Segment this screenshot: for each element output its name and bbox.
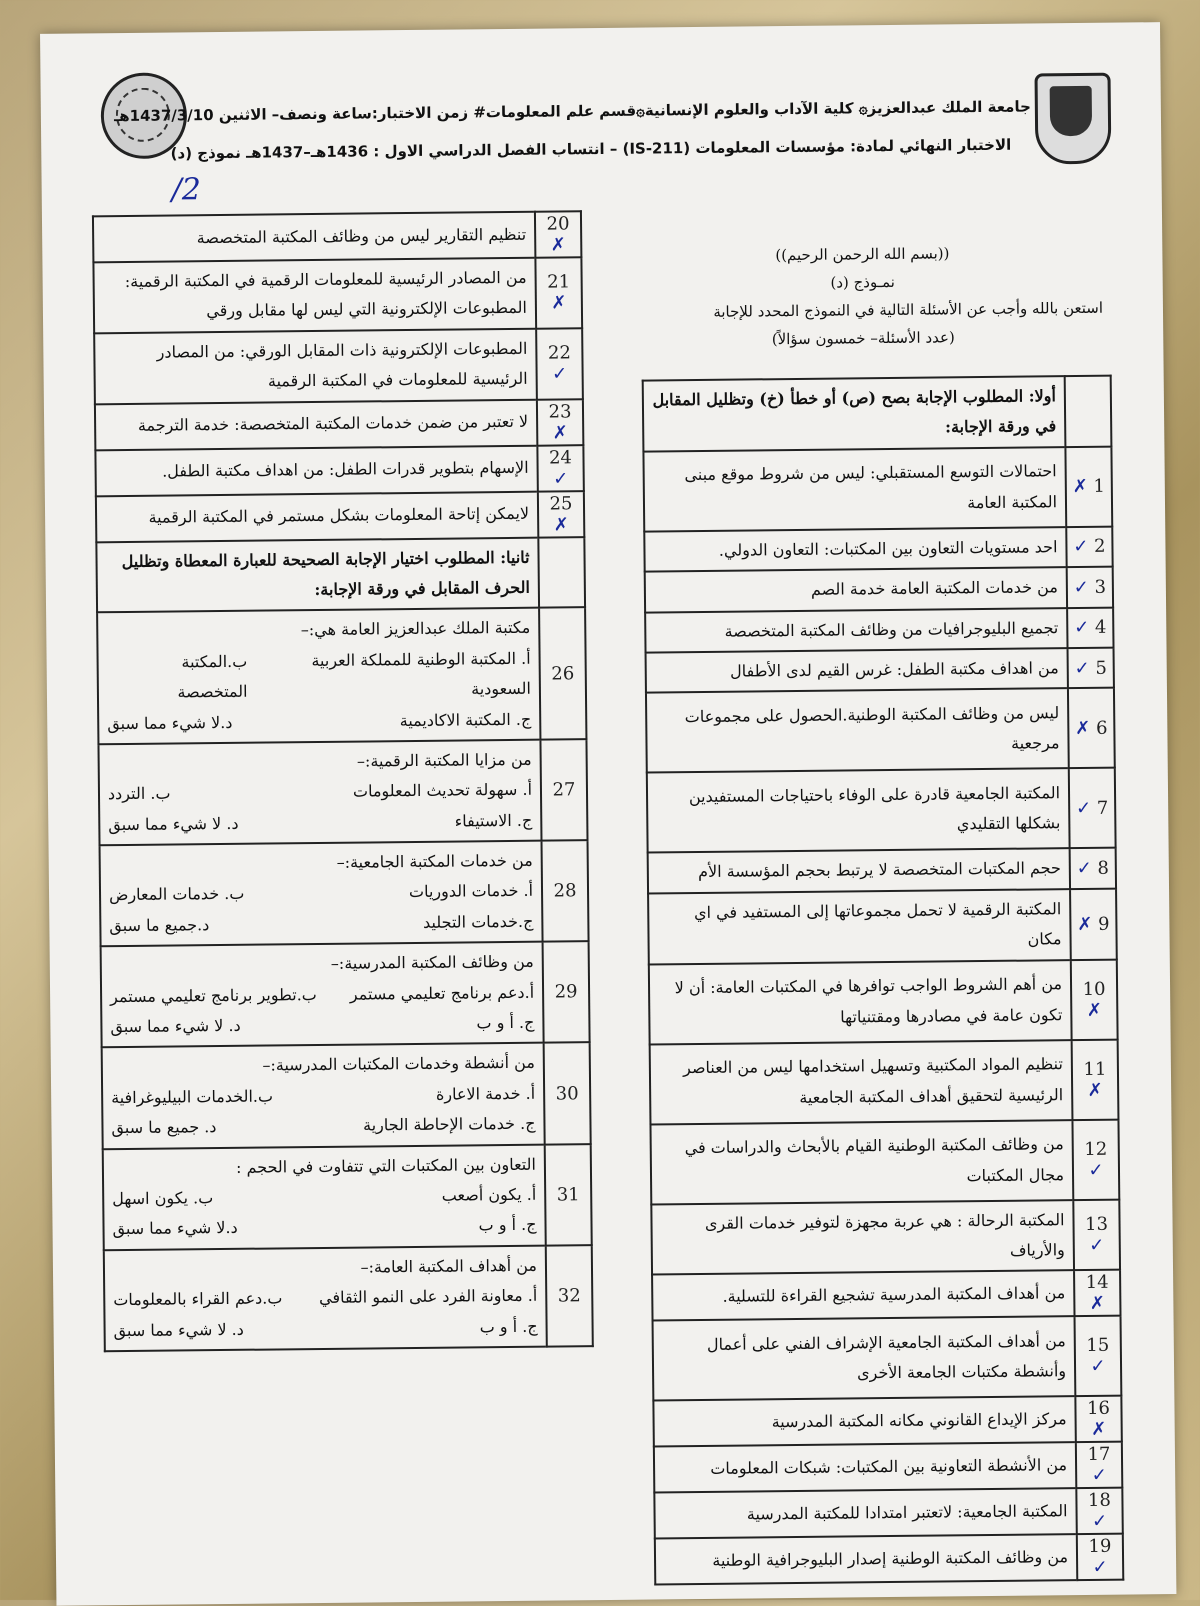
option-c: ج. أ و ب (478, 1215, 537, 1235)
question-number-text: 3 (1094, 576, 1107, 598)
options-row (108, 775, 532, 810)
option-a: أ. خدمات الدوريات (408, 881, 534, 902)
question-number (1067, 567, 1113, 608)
left-question-table (92, 210, 594, 1352)
question-text: تنظيم التقارير ليس من وظائف المكتبة المتخصصة (93, 212, 535, 263)
cross-mark-icon: ✗ (1091, 1419, 1107, 1441)
check-mark-icon: ✓ (1074, 657, 1096, 679)
option-c: ج. المكتبة الاكاديمية (399, 709, 532, 730)
question-text: المكتبة الجامعية: لاتعتبر امتدادا للمكتبة المدرسية (654, 1488, 1076, 1538)
option-a: أ. المكتبة الوطنية للمملكة العربية السعودية (311, 648, 532, 699)
question-text: حجم المكتبات المتخصصة لا يرتبط بحجم المؤسسة الأم (648, 848, 1070, 893)
option-b: ب. خدمات المعارض (108, 884, 245, 905)
question-number-text: 2 (1094, 536, 1106, 558)
question-stem: مكتبة الملك عبدالعزيز العامة هي:– (300, 618, 531, 640)
cross-mark-icon: ✗ (550, 234, 566, 256)
question-count: (عدد الأسئلة– خمسون سؤالاً) (771, 328, 955, 349)
check-mark-icon: ✓ (1073, 536, 1095, 558)
question-row (649, 959, 1118, 1044)
question-stem: من وظائف المكتبة المدرسية:– (330, 951, 534, 974)
check-mark-icon: ✓ (1092, 1511, 1108, 1533)
question-number-text: 14 (1085, 1272, 1109, 1294)
question-row (648, 848, 1116, 893)
question-stem: من أنشطة وخدمات المكتبات المدرسية:– (262, 1053, 535, 1076)
check-mark-icon: ✓ (1089, 1234, 1105, 1256)
question-row (645, 567, 1113, 612)
question-row (646, 688, 1115, 773)
option-b: ب.المكتبة المتخصصة (177, 651, 248, 702)
mc-question-row (98, 739, 587, 845)
question-text: احتمالات التوسع المستقبلي: ليس من شروط موقع مبنى المكتبة العامة (643, 447, 1066, 531)
section-title-row (96, 537, 585, 613)
question-text: ليس من وظائف المكتبة الوطنية.الحصول على مجموعات مرجعية (646, 688, 1069, 772)
mc-question-row (102, 1043, 591, 1149)
question-row (95, 445, 583, 496)
question-number-text: 22 (547, 342, 571, 364)
question-number-text: 21 (547, 271, 571, 293)
option-a: أ.دعم برنامج تعليمي مستمر (349, 982, 535, 1004)
options-row (113, 1281, 537, 1316)
check-mark-icon: ✓ (1092, 1557, 1108, 1579)
question-number (1074, 1270, 1120, 1316)
question-number-text: 15 (1086, 1335, 1110, 1357)
option-a: أ. سهولة تحديث المعلومات (352, 780, 533, 801)
option-b: ب.تطوير برنامج تعليمي مستمر (110, 984, 317, 1006)
check-mark-icon: ✓ (1074, 617, 1096, 639)
option-b: ب.دعم القراء بالمعلومات (113, 1288, 283, 1310)
option-d: د. لا شيء مما سبق (108, 813, 239, 834)
mc-question-body (103, 1144, 546, 1250)
question-number (1071, 959, 1118, 1039)
option-c: ج. الاستيفاء (454, 810, 533, 831)
mc-question-row (103, 1144, 592, 1250)
question-number: 26 (539, 608, 586, 740)
question-number-text: 13 (1084, 1213, 1109, 1235)
mc-question-body (100, 841, 543, 947)
question-number (1070, 848, 1116, 889)
options-row (112, 1210, 536, 1245)
option-d: د. لا شيء مما سبق (110, 1015, 241, 1037)
question-stem: من أهداف المكتبة العامة:– (360, 1255, 538, 1277)
question-row (93, 211, 581, 262)
question-number (537, 399, 583, 445)
section-title-row (643, 376, 1112, 452)
question-number-text: 19 (1088, 1536, 1112, 1558)
question-stem: التعاون بين المكتبات التي تتفاوت في الحجم : (235, 1154, 536, 1177)
question-text: مركز الإيداع القانوني مكانه المكتبة المدرسية (653, 1396, 1075, 1446)
check-mark-icon: ✓ (1091, 1465, 1107, 1487)
check-mark-icon: ✓ (1090, 1356, 1106, 1378)
cross-mark-icon: ✗ (552, 421, 568, 444)
question-row (643, 446, 1112, 531)
question-number (537, 445, 583, 491)
question-number (1072, 1119, 1119, 1199)
check-mark-icon: ✓ (1088, 1159, 1104, 1181)
question-row (93, 257, 582, 333)
question-number-text: 16 (1086, 1398, 1111, 1420)
option-c: ج.خدمات التجليد (422, 911, 534, 932)
question-number (538, 491, 584, 537)
option-b: ب. يكون اسهل (112, 1188, 214, 1209)
question-text: تنظيم المواد المكتبية وتسهيل استخدامها ليس من العناصر الرئيسية لتحقيق أهداف المكتبة الجامعية (650, 1040, 1073, 1124)
handwritten-mark: 2/ (171, 172, 202, 208)
check-mark-icon: ✓ (1073, 576, 1095, 598)
question-number (535, 211, 581, 257)
question-number (1077, 1534, 1123, 1580)
question-text: المكتبة الجامعية قادرة على الوفاء باحتياجات المستفيدين بشكلها التقليدي (647, 768, 1070, 852)
question-stem: من مزايا المكتبة الرقمية:– (356, 749, 532, 771)
mc-question-body (97, 608, 540, 744)
option-a: أ. خدمة الاعارة (435, 1083, 536, 1104)
question-number-text: 20 (546, 213, 570, 235)
question-row (653, 1316, 1122, 1401)
question-number: 28 (542, 840, 589, 942)
question-number (536, 328, 583, 399)
check-mark-icon: ✓ (551, 363, 568, 385)
header-line-1: جامعة الملك عبدالعزيز۞ كلية الآداب والعلوم الإنسانية۞قسم علم المعلومات# زمن الاختبار:ساعة ونصف– الاثنين 1437/3/10هـ (113, 97, 1031, 126)
check-mark-icon: ✓ (553, 467, 569, 490)
question-number-text: 5 (1095, 657, 1107, 679)
question-row (646, 648, 1114, 693)
options-row (112, 1180, 536, 1215)
check-mark-icon: ✓ (1076, 857, 1098, 880)
university-logo (1034, 73, 1111, 165)
header-line-2: الاختبار النهائي لمادة: مؤسسات المعلومات (IS-211) – انتساب الفصل الدراسي الاول : 1436هـ–1437هـ نموذج (د) (170, 135, 1012, 163)
question-text: المطبوعات الإلكترونية ذات المقابل الورقي: من المصادر الرئيسية للمعلومات في المكتبة الرقمية (94, 328, 537, 403)
question-number (1075, 1316, 1122, 1396)
section2-title: ثانيا: المطلوب اختيار الإجابة الصحيحة للعبارة المعطاة وتظليل الحرف المقابل في ورقة الإجابة: (96, 537, 539, 612)
question-number: 32 (546, 1245, 593, 1347)
options-row (113, 1311, 537, 1346)
question-row (655, 1534, 1123, 1585)
question-row (654, 1442, 1122, 1493)
question-number-text: 25 (549, 492, 573, 515)
question-row (651, 1199, 1120, 1275)
question-number (1069, 768, 1116, 848)
question-number-text: 24 (548, 446, 573, 469)
mc-question-row (104, 1245, 593, 1351)
question-row (653, 1396, 1121, 1447)
question-number-text: 23 (548, 400, 572, 423)
question-row (647, 768, 1116, 853)
question-text: من المصادر الرئيسية للمعلومات الرقمية في المكتبة الرقمية: المطبوعات الإلكترونية التي ليس لها مقابل ورقي (93, 258, 536, 333)
question-row (648, 888, 1117, 964)
option-a: أ. يكون أصعب (441, 1184, 537, 1205)
option-c: ج. أ و ب (476, 1012, 535, 1033)
question-row (644, 526, 1112, 571)
question-text: لا تعتبر من ضمن خدمات المكتبة المتخصصة: خدمة الترجمة (95, 399, 537, 450)
question-number (1076, 1442, 1122, 1488)
question-number-text: 11 (1083, 1058, 1107, 1080)
mc-question-body (104, 1245, 547, 1351)
option-d: د.لا شيء مما سبق (107, 712, 233, 733)
question-number: 30 (544, 1043, 591, 1145)
question-number (1070, 888, 1117, 959)
options-row (110, 977, 534, 1012)
option-a: أ. معاونة الفرد على النمو الثقافي (318, 1285, 538, 1308)
option-d: د. جميع ما سبق (111, 1117, 217, 1138)
options-row (110, 1008, 534, 1043)
true-false-table (642, 375, 1125, 1586)
question-text: المكتبة الرقمية لا تحمل مجموعاتها إلى المستفيد في اي مكان (648, 889, 1071, 964)
question-text: من أهداف المكتبة الجامعية الإشراف الفني على أعمال وأنشطة مكتبات الجامعة الأخرى (653, 1316, 1076, 1400)
option-d: د. لا شيء مما سبق (113, 1319, 244, 1340)
question-text: من خدمات المكتبة العامة خدمة الصم (645, 567, 1067, 612)
exam-header (40, 22, 1162, 208)
question-number-text: 12 (1084, 1138, 1108, 1160)
question-text: من أهداف المكتبة المدرسية تشجيع القراءة للتسلية. (652, 1270, 1074, 1320)
cross-mark-icon: ✗ (1072, 476, 1094, 498)
options-row (109, 876, 533, 911)
option-c: ج. خدمات الإحاطة الجارية (362, 1113, 536, 1135)
question-row (645, 607, 1113, 652)
question-number-text: 4 (1094, 616, 1107, 639)
question-text: من وظائف المكتبة الوطنية القيام بالأبحاث والدراسات في مجال المكتبات (650, 1120, 1073, 1204)
question-text: من وظائف المكتبة الوطنية إصدار البليوجرافية الوطنية (655, 1534, 1077, 1584)
basmala: ((بسم الله الرحمن الرحيم)) (775, 244, 950, 265)
question-number (1067, 607, 1113, 648)
cross-mark-icon: ✗ (1089, 1293, 1106, 1315)
question-number (1073, 1199, 1120, 1270)
question-row (95, 399, 583, 450)
cross-mark-icon: ✗ (551, 292, 567, 314)
option-c: ج. أ و ب (479, 1316, 538, 1336)
question-number-text: 1 (1093, 476, 1106, 498)
option-b: ب. التردد (107, 783, 171, 804)
question-number (1072, 1039, 1119, 1119)
question-number-text: 7 (1096, 797, 1109, 819)
question-number-text: 6 (1095, 717, 1108, 739)
question-number (1066, 526, 1112, 567)
question-stem: من خدمات المكتبة الجامعية:– (336, 850, 533, 872)
cross-mark-icon: ✗ (1075, 717, 1097, 739)
question-row (96, 491, 584, 542)
question-row (650, 1039, 1119, 1124)
question-number-text: 10 (1082, 978, 1106, 1000)
instruction-text: استعن بالله وأجب عن الأسئلة التالية في النموذج المحدد للإجابة (713, 298, 1104, 321)
question-number (1075, 1396, 1121, 1442)
question-number (535, 257, 582, 328)
mc-question-body (102, 1043, 545, 1149)
option-d: د.لا شيء مما سبق (112, 1218, 238, 1239)
question-text: الإسهام بتطوير قدرات الطفل: من اهداف مكتبة الطفل. (95, 445, 537, 496)
question-text: من أهم الشروط الواجب توافرها في المكتبات العامة: أن لا تكون عامة في مصادرها ومقتنياتها (649, 960, 1072, 1044)
options-row (111, 1079, 535, 1114)
question-number (1068, 648, 1114, 689)
mc-question-body (98, 740, 541, 846)
section1-title: أولا: المطلوب الإجابة بصح (ص) أو خطأ (خ) وتظليل المقابل في ورقة الإجابة: (643, 376, 1066, 451)
question-number-text: 9 (1097, 913, 1110, 935)
options-row (106, 643, 531, 708)
question-number: 29 (543, 941, 590, 1043)
question-text: احد مستويات التعاون بين المكتبات: التعاون الدولي. (644, 527, 1066, 572)
question-text: تجميع البليوجرافيات من وظائف المكتبة المتخصصة (645, 608, 1067, 653)
mc-question-row (100, 840, 589, 946)
question-text: من الأنشطة التعاونية بين المكتبات: شبكات المعلومات (654, 1442, 1076, 1492)
question-text: المكتبة الرحالة : هي عربة مجهزة لتوفير خدمات القرى والأرياف (651, 1200, 1074, 1275)
question-number (1065, 446, 1112, 526)
options-row (111, 1109, 535, 1144)
question-number: 27 (540, 739, 587, 841)
question-text: لايمكن إتاحة المعلومات بشكل مستمر في المكتبة الرقمية (96, 491, 538, 542)
question-row (650, 1119, 1119, 1204)
cross-mark-icon: ✗ (1077, 913, 1099, 935)
option-b: ب.الخدمات البيليوغرافية (111, 1086, 274, 1107)
mc-question-row (97, 608, 586, 745)
model-label: نمـوذج (د) (830, 272, 896, 292)
options-row (107, 704, 531, 739)
cross-mark-icon: ✗ (553, 513, 569, 536)
question-number: 31 (545, 1144, 592, 1246)
question-row (94, 328, 583, 404)
cross-mark-icon: ✗ (1087, 1079, 1103, 1101)
question-row (654, 1488, 1122, 1539)
option-d: د.جميع ما سبق (109, 915, 210, 936)
question-number-text: 8 (1097, 857, 1110, 879)
check-mark-icon: ✓ (1075, 797, 1097, 819)
question-text: من اهداف مكتبة الطفل: غرس القيم لدى الأطفال (646, 648, 1068, 693)
question-number (1076, 1488, 1122, 1534)
options-row (109, 907, 533, 942)
exam-intro (622, 233, 1103, 360)
mc-question-row (101, 941, 590, 1047)
question-number (1068, 688, 1115, 768)
options-row (108, 805, 532, 840)
mc-question-body (101, 942, 544, 1048)
question-number-text: 17 (1087, 1444, 1111, 1466)
question-row (652, 1270, 1120, 1321)
question-number-text: 18 (1087, 1490, 1112, 1512)
cross-mark-icon: ✗ (1086, 999, 1102, 1021)
exam-paper (40, 22, 1176, 1606)
